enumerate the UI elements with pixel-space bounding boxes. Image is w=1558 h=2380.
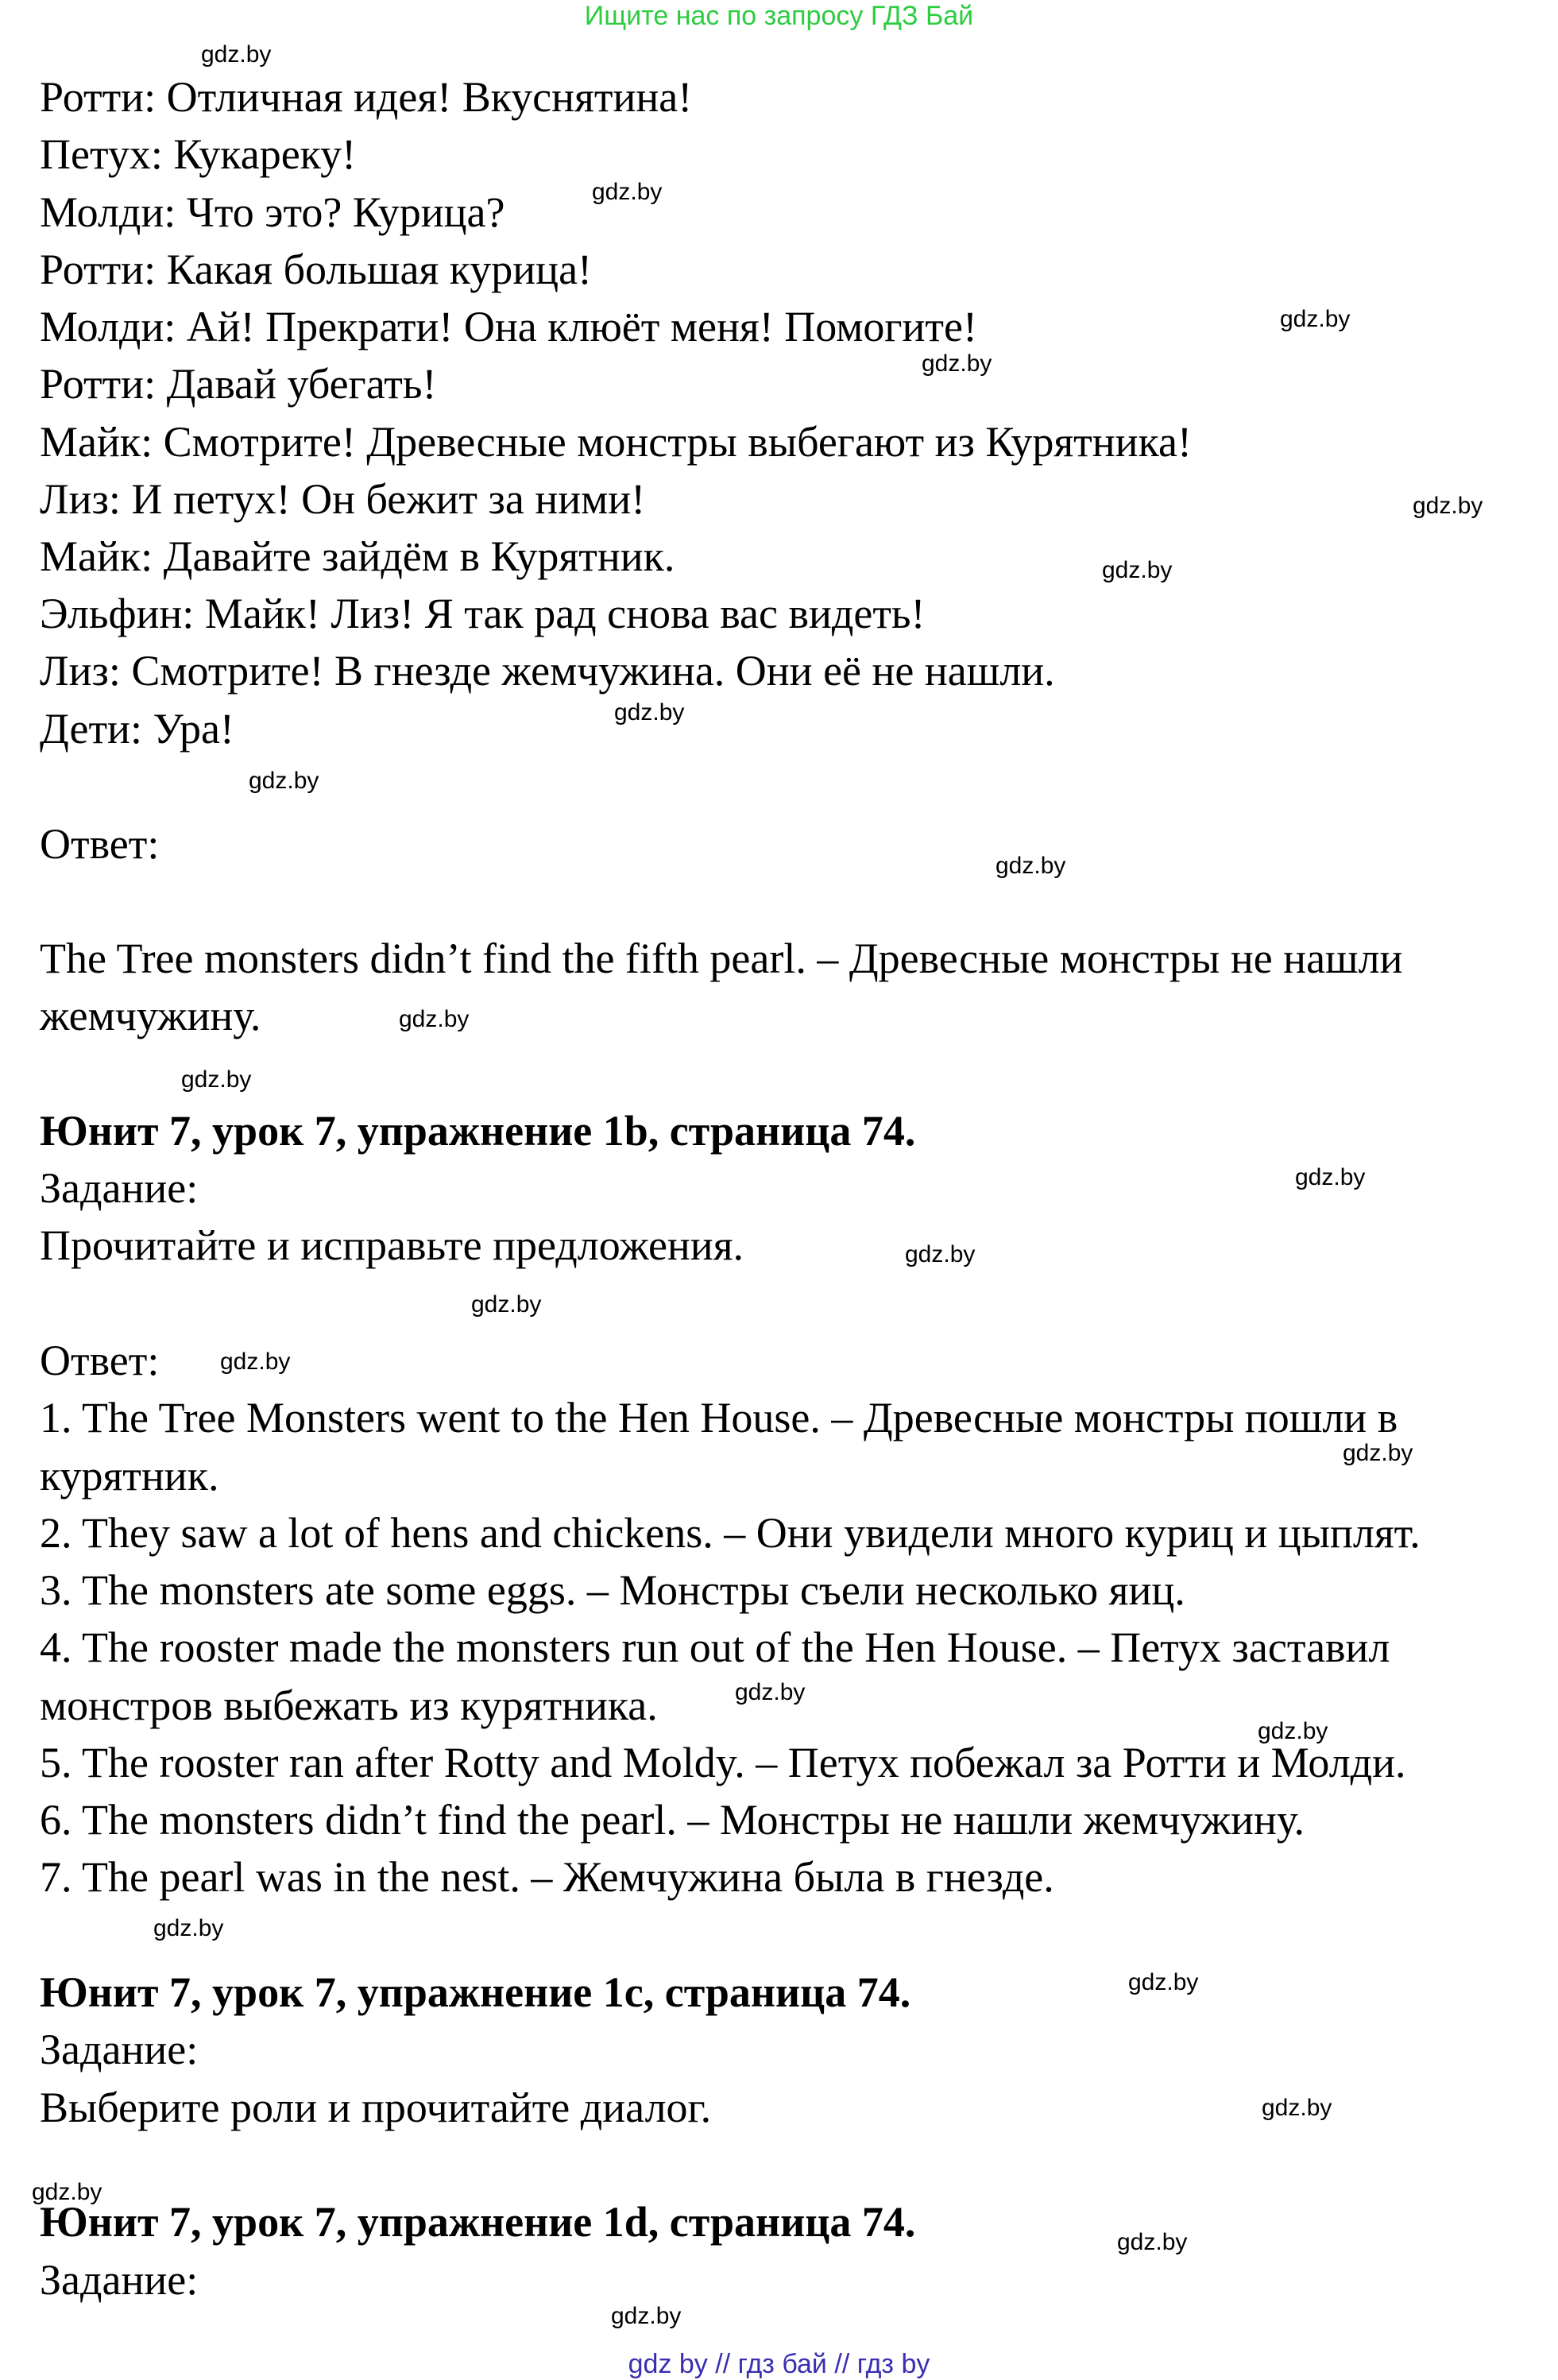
answer-label: Ответ:: [40, 1337, 160, 1384]
watermark: gdz.by: [1262, 2095, 1332, 2121]
watermark: gdz.by: [220, 1349, 291, 1375]
watermark: gdz.by: [1102, 557, 1173, 583]
answer-item: 2. They saw a lot of hens and chickens. – Они увидели много куриц и цыплят.: [40, 1509, 1421, 1557]
dialogue-line: Майк: Давайте зайдём в Курятник.: [40, 532, 675, 580]
dialogue-line: Ротти: Отличная идея! Вкуснятина!: [40, 73, 693, 121]
answer-item: 7. The pearl was in the nest. – Жемчужина была в гнезде.: [40, 1853, 1054, 1901]
answer-label: Ответ:: [40, 820, 160, 868]
footer-links[interactable]: gdz by // гдз бай // гдз by: [628, 2349, 930, 2379]
answer-item: 3. The monsters ate some eggs. – Монстры съели несколько яиц.: [40, 1566, 1185, 1614]
exercise-heading: Юнит 7, урок 7, упражнение 1d, страница 74.: [40, 2198, 916, 2246]
watermark: gdz.by: [153, 1915, 224, 1941]
task-label: Задание:: [40, 2026, 199, 2073]
watermark: gdz.by: [995, 853, 1066, 879]
watermark: gdz.by: [471, 1291, 542, 1318]
dialogue-line: Ротти: Какая большая курица!: [40, 246, 593, 293]
exercise-heading: Юнит 7, урок 7, упражнение 1b, страница 74.: [40, 1107, 916, 1155]
watermark: gdz.by: [1280, 306, 1351, 332]
task-label: Задание:: [40, 1164, 199, 1212]
task-label: Задание:: [40, 2256, 199, 2304]
watermark: gdz.by: [592, 179, 663, 205]
watermark: gdz.by: [922, 350, 992, 377]
top-banner[interactable]: Ищите нас по запросу ГДЗ Бай: [584, 1, 974, 31]
answer-item: 4. The rooster made the monsters run out of the Hen House. – Петух заставил: [40, 1623, 1390, 1671]
watermark: gdz.by: [399, 1006, 470, 1032]
answer-item: 1. The Tree Monsters went to the Hen House. – Древесные монстры пошли в: [40, 1394, 1398, 1442]
watermark: gdz.by: [1413, 493, 1483, 519]
answer-item: 6. The monsters didn’t find the pearl. – Монстры не нашли жемчужину.: [40, 1796, 1305, 1844]
dialogue-line: Молди: Ай! Прекрати! Она клюёт меня! Помогите!: [40, 303, 977, 350]
watermark: gdz.by: [181, 1066, 252, 1093]
dialogue-line: Майк: Смотрите! Древесные монстры выбегают из Курятника!: [40, 418, 1192, 466]
watermark: gdz.by: [1128, 1969, 1199, 1995]
watermark: gdz.by: [905, 1241, 976, 1267]
watermark: gdz.by: [611, 2303, 682, 2329]
dialogue-line: Ротти: Давай убегать!: [40, 360, 437, 408]
task-text: Выберите роли и прочитайте диалог.: [40, 2084, 712, 2131]
dialogue-line: Молди: Что это? Курица?: [40, 188, 505, 236]
dialogue-line: Дети: Ура!: [40, 705, 234, 753]
answer-item: курятник.: [40, 1452, 219, 1500]
watermark: gdz.by: [249, 768, 319, 794]
watermark: gdz.by: [1117, 2229, 1188, 2255]
task-text: Прочитайте и исправьте предложения.: [40, 1221, 744, 1269]
watermark: gdz.by: [1343, 1440, 1413, 1466]
watermark: gdz.by: [614, 699, 685, 726]
dialogue-line: Петух: Кукареку!: [40, 130, 357, 178]
answer-text: жемчужину.: [40, 992, 261, 1039]
answer-item: монстров выбежать из курятника.: [40, 1681, 658, 1729]
watermark: gdz.by: [201, 41, 272, 68]
dialogue-line: Эльфин: Майк! Лиз! Я так рад снова вас видеть!: [40, 590, 926, 637]
answer-item: 5. The rooster ran after Rotty and Moldy. – Петух побежал за Ротти и Молди.: [40, 1739, 1406, 1786]
watermark: gdz.by: [735, 1679, 806, 1705]
answer-text: The Tree monsters didn’t find the fifth pearl. – Древесные монстры не нашли: [40, 935, 1403, 982]
watermark: gdz.by: [1258, 1718, 1328, 1744]
dialogue-line: Лиз: И петух! Он бежит за ними!: [40, 475, 646, 523]
watermark: gdz.by: [1295, 1164, 1366, 1190]
exercise-heading: Юнит 7, урок 7, упражнение 1c, страница 74.: [40, 1968, 911, 2016]
dialogue-line: Лиз: Смотрите! В гнезде жемчужина. Они её не нашли.: [40, 647, 1055, 695]
watermark: gdz.by: [32, 2179, 102, 2205]
